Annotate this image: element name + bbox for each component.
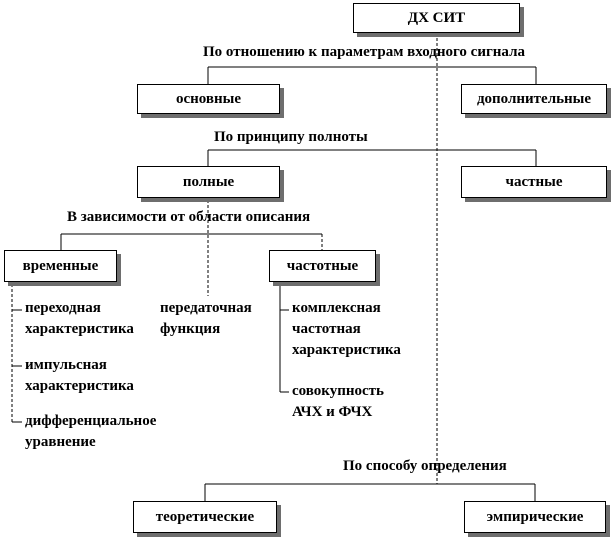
criterion-method: По способу определения	[343, 458, 507, 474]
criterion-completeness: По принципу полноты	[214, 129, 368, 145]
item-impulse-response: импульсная характеристика	[25, 357, 134, 394]
node-basic: основные	[137, 84, 280, 114]
node-theoretical: теоретические	[133, 501, 277, 533]
node-time: временные	[4, 250, 117, 282]
item-differential-equation: дифференциальное уравнение	[25, 413, 157, 450]
item-afc-pfc-set: совокупность АЧХ и ФЧХ	[292, 383, 384, 420]
item-transient-response: переходная характеристика	[25, 300, 134, 337]
criterion-input-signal: По отношению к параметрам входного сигнала	[203, 44, 525, 60]
node-frequency: частотные	[269, 250, 376, 282]
root-node: ДХ СИТ	[353, 3, 520, 33]
criterion-description-domain: В зависимости от области описания	[67, 209, 311, 225]
node-partial: частные	[461, 166, 607, 198]
node-full: полные	[137, 166, 280, 198]
item-complex-frequency-response: комплексная частотная характеристика	[292, 300, 401, 358]
node-empirical: эмпирические	[464, 501, 606, 533]
item-transfer-function: передаточная функция	[160, 300, 252, 337]
node-additional: дополнительные	[461, 84, 607, 114]
